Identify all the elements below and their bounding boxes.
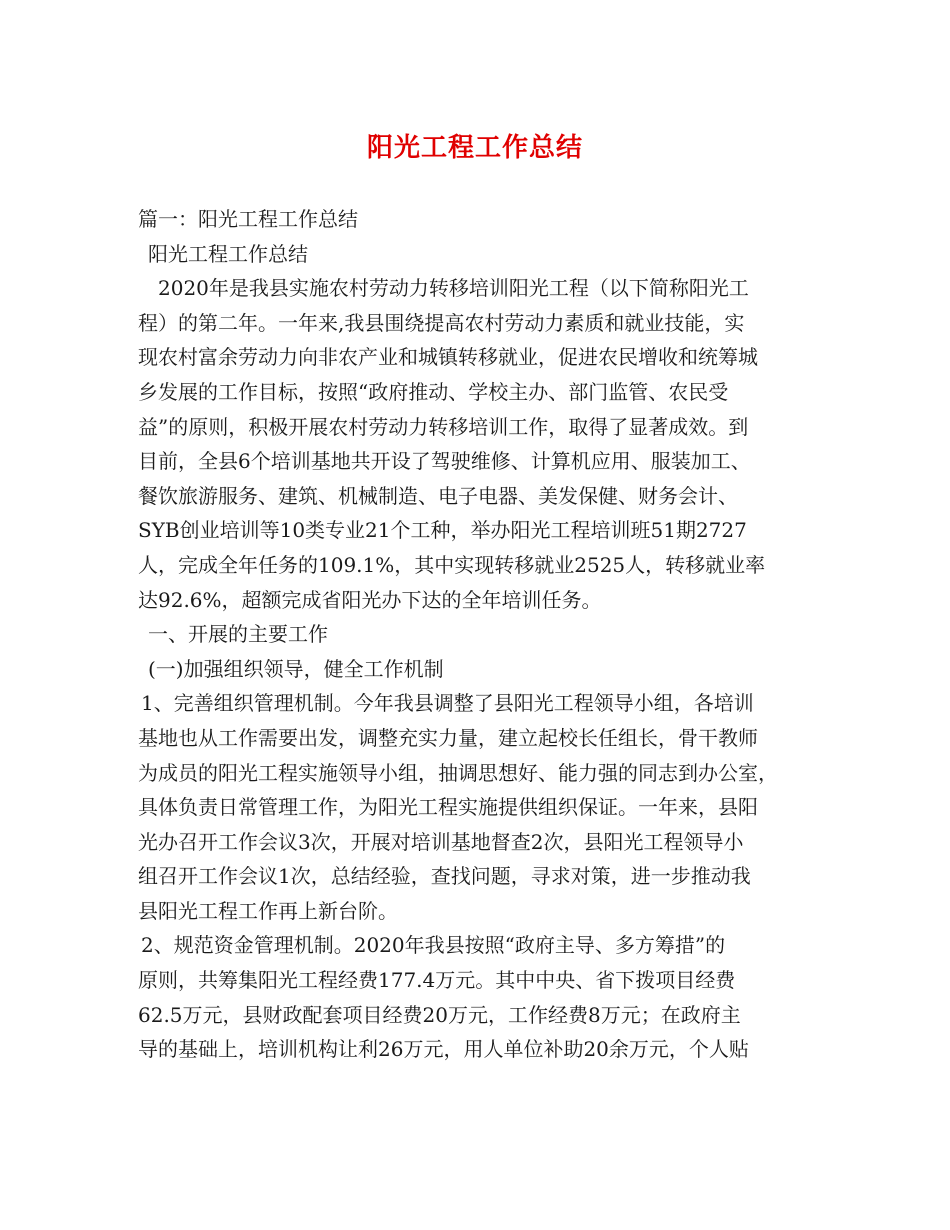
- section-heading: 一、开展的主要工作: [148, 622, 328, 647]
- paragraph-line: 导的基础上，培训机构让利26万元，用人单位补助20余万元，个人贴: [138, 1037, 749, 1062]
- paragraph-line: 乡发展的工作目标，按照“政府推动、学校主办、部门监管、农民受: [138, 379, 729, 404]
- paragraph-line: 62.5万元，县财政配套项目经费20万元，工作经费8万元；在政府主: [138, 1002, 741, 1027]
- document-body: [138, 202, 828, 1067]
- paragraph-line: 为成员的阳光工程实施领导小组，抽调思想好、能力强的同志到办公室，: [138, 760, 778, 785]
- paragraph-line: 达92.6%，超额完成省阳光办下达的全年培训任务。: [138, 587, 602, 612]
- section-heading: 篇一：阳光工程工作总结: [138, 207, 358, 231]
- paragraph-line: 益”的原则，积极开展农村劳动力转移培训工作，取得了显著成效。到: [138, 414, 749, 439]
- paragraph-line: 组召开工作会议1次，总结经验，查找问题，寻求对策，进一步推动我: [138, 864, 751, 889]
- paragraph-line: 光办召开工作会议3次，开展对培训基地督查2次，县阳光工程领导小: [138, 829, 744, 854]
- paragraph-line: 2020年是我县实施农村劳动力转移培训阳光工程（以下简称阳光工: [158, 276, 749, 301]
- subtitle-line: 阳光工程工作总结: [148, 241, 308, 266]
- paragraph-line: 2、规范资金管理机制。2020年我县按照“政府主导、多方筹措”的: [141, 933, 726, 958]
- paragraph-line: 1、完善组织管理机制。今年我县调整了县阳光工程领导小组，各培训: [141, 691, 754, 716]
- paragraph-line: SYB创业培训等10类专业21个工种，举办阳光工程培训班51期2727: [138, 518, 747, 543]
- paragraph-line: 具体负责日常管理工作，为阳光工程实施提供组织保证。一年来，县阳: [138, 795, 758, 820]
- paragraph-line: 原则，共筹集阳光工程经费177.4万元。其中中央、省下拨项目经费: [138, 968, 736, 993]
- paragraph-line: 人，完成全年任务的109.1%，其中实现转移就业2525人，转移就业率: [138, 552, 766, 577]
- document-title: 阳光工程工作总结: [366, 133, 583, 163]
- paragraph-line: 基地也从工作需要出发，调整充实力量，建立起校长任组长，骨干教师: [138, 725, 758, 750]
- paragraph-line: 餐饮旅游服务、建筑、机械制造、电子电器、美发保健、财务会计、: [138, 483, 738, 508]
- paragraph-line: 县阳光工程工作再上新台阶。: [138, 898, 398, 923]
- subsection-heading: (一)加强组织领导，健全工作机制: [148, 656, 444, 681]
- paragraph-line: 目前，全县6个培训基地共开设了驾驶维修、计算机应用、服装加工、: [138, 449, 751, 474]
- paragraph-line: 程）的第二年。一年来,我县围绕提高农村劳动力素质和就业技能，实: [138, 310, 745, 335]
- paragraph-line: 现农村富余劳动力向非农产业和城镇转移就业，促进农民增收和统筹城: [138, 345, 758, 370]
